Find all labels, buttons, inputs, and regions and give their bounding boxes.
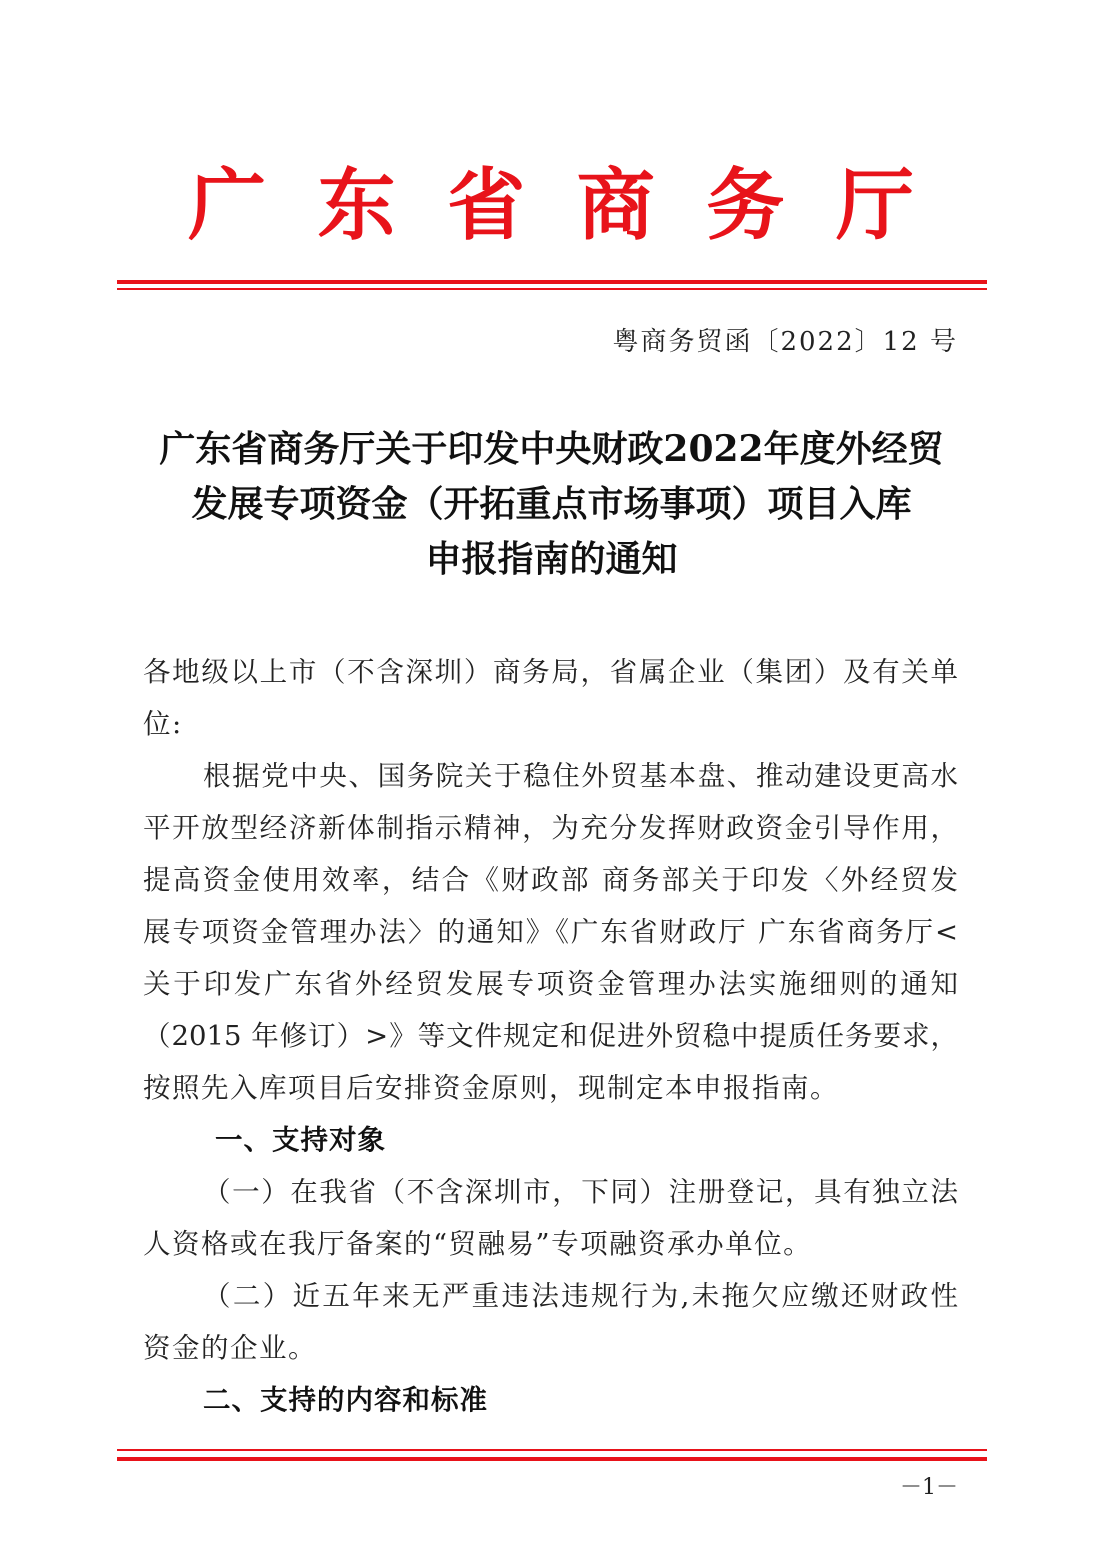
paragraph-line: 平开放型经济新体制指示精神，为充分发挥财政资金引导作用， [143, 812, 958, 844]
paragraph-line: （2015 年修订）>》等文件规定和促进外贸稳中提质任务要求， [143, 1020, 958, 1052]
salutation-line: 各地级以上市（不含深圳）商务局，省属企业（集团）及有关单 [143, 656, 958, 688]
title-line: 广东省商务厅关于印发中央财政2022年度外经贸 [159, 428, 944, 470]
section-heading-support-targets: 一、支持对象 [215, 1124, 386, 1156]
header-red-rule-thick [117, 280, 987, 284]
footer-red-rule-thick [117, 1457, 987, 1461]
header-red-rule-thin [117, 288, 987, 290]
section-heading-support-content: 二、支持的内容和标准 [203, 1384, 488, 1416]
list-item-line: （一）在我省（不含深圳市，下同）注册登记，具有独立法 [203, 1176, 958, 1208]
page-number: －1－ [900, 1475, 958, 1500]
issuing-agency-header: 广东省商务厅 [188, 160, 914, 251]
paragraph-line: 展专项资金管理办法〉的通知》《广东省财政厅 广东省商务厅< [143, 916, 958, 948]
document-title [100, 422, 1003, 587]
paragraph-line: 提高资金使用效率，结合《财政部 商务部关于印发〈外经贸发 [143, 864, 958, 896]
footer-red-rule-thin [117, 1449, 987, 1451]
list-item-line: （二）近五年来无严重违法违规行为,未拖欠应缴还财政性 [203, 1280, 958, 1312]
document-body [143, 646, 958, 1426]
document-number: 粤商务贸函〔2022〕12 号 [612, 327, 958, 357]
list-item-line: 资金的企业。 [143, 1332, 317, 1364]
salutation-line: 位: [143, 708, 183, 740]
list-item-line: 人资格或在我厅备案的“贸融易”专项融资承办单位。 [143, 1228, 813, 1260]
title-line: 发展专项资金（开拓重点市场事项）项目入库 [191, 483, 912, 525]
paragraph-line: 按照先入库项目后安排资金原则，现制定本申报指南。 [143, 1072, 839, 1104]
paragraph-line: 关于印发广东省外经贸发展专项资金管理办法实施细则的通知 [143, 968, 958, 1000]
title-line: 申报指南的通知 [425, 538, 678, 580]
paragraph-line: 根据党中央、国务院关于稳住外贸基本盘、推动建设更高水 [203, 760, 958, 792]
